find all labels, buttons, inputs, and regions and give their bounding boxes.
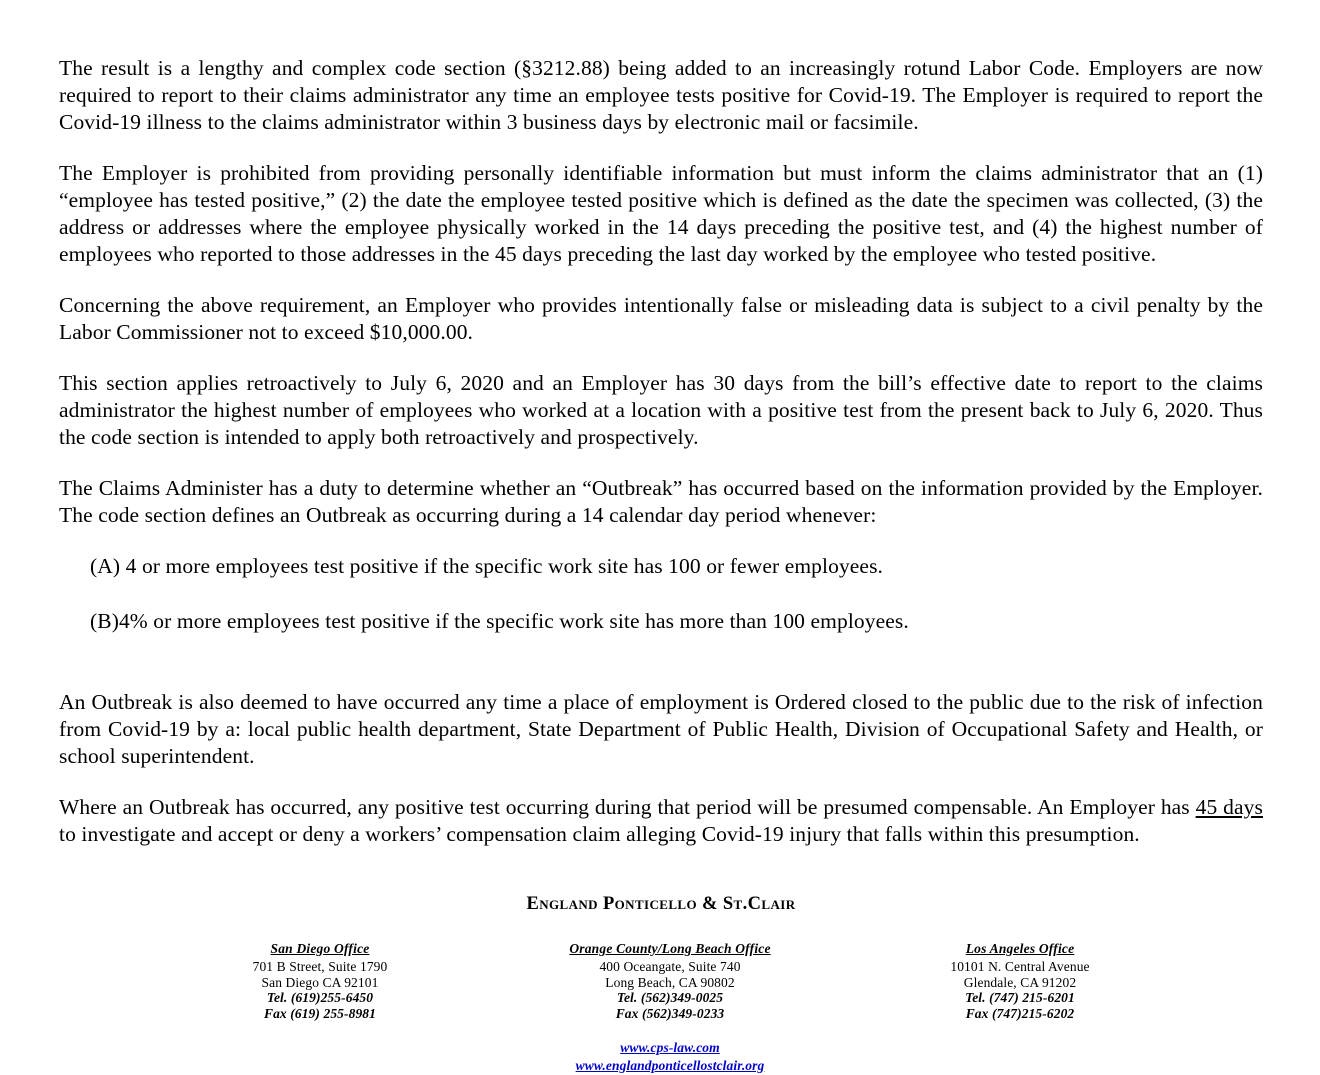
paragraph-7 — [59, 794, 1263, 848]
list-item: (B)4% or more employees test positive if the specific work site has more than 100 employees. — [90, 609, 909, 633]
office-fax: Fax (562)349-0233 — [615, 1005, 725, 1021]
underlined-term-45-days: 45 days — [1195, 795, 1263, 819]
office-fax: Fax (747)215-6202 — [965, 1005, 1075, 1021]
office-fax: Fax (619) 255-8981 — [263, 1005, 377, 1021]
office-city: San Diego CA 92101 — [261, 974, 379, 990]
office-street: 400 Oceangate, Suite 740 — [599, 959, 741, 974]
office-title: Orange County/Long Beach Office — [569, 941, 771, 956]
paragraph-6: An Outbreak is also deemed to have occurred any time a place of employment is Ordered closed to the public due to the risk of infection from Covid-19 by a: local public health department, State Department of Public Health, Division of Occupational Safety and Health, or school superintendent. — [59, 690, 1263, 768]
office-telephone: Tel. (747) 215-6201 — [965, 990, 1075, 1005]
paragraph-1: The result is a lengthy and complex code section (§3212.88) being added to an increasingly rotund Labor Code. Employers are now required to report to their claims administrator any time an employee tests positive for Covid-19. The Employer is required to report the Covid-19 illness to the claims administrator within 3 business days by electronic mail or facsimile. — [59, 56, 1263, 134]
outbreak-definition-list — [59, 553, 1263, 635]
office-telephone: Tel. (619)255-6450 — [266, 990, 374, 1005]
office-block-orange-county-long-beach — [545, 941, 795, 1021]
office-city: Glendale, CA 91202 — [963, 974, 1077, 990]
office-title: Los Angeles Office — [965, 941, 1075, 956]
final-paragraph-lead: Where an Outbreak has occurred, any positive test occurring during that period will be presumed compensable. An Employer has — [59, 795, 1196, 819]
list-item: (A) 4 or more employees test positive if the specific work site has 100 or fewer employees. — [90, 554, 884, 578]
link-cps-law[interactable]: www.cps-law.com — [620, 1040, 720, 1055]
paragraph-5: The Claims Administer has a duty to determine whether an “Outbreak” has occurred based on the information provided by the Employer. The code section defines an Outbreak as occurring during a 14 calendar day period whenever: — [59, 476, 1263, 527]
paragraph-3: Concerning the above requirement, an Employer who provides intentionally false or misleading data is subject to a civil penalty by the Labor Commissioner not to exceed $10,000.00. — [59, 293, 1263, 344]
office-street: 10101 N. Central Avenue — [950, 959, 1090, 974]
paragraph-4: This section applies retroactively to July 6, 2020 and an Employer has 30 days from the bill’s effective date to report to the claims administrator the highest number of employees who worked at a location with a positive test from the present back to July 6, 2020. Thus the code section is intended to apply both retroactively and prospectively. — [59, 371, 1263, 449]
document-body — [59, 55, 1263, 848]
spacer — [59, 663, 1263, 689]
office-block-san-diego — [195, 941, 445, 1021]
link-englandponticellostclair[interactable]: www.englandponticellostclair.org — [575, 1058, 765, 1073]
office-block-los-angeles — [895, 941, 1145, 1021]
document-footer — [59, 894, 1263, 1075]
office-street: 701 B Street, Suite 1790 — [252, 959, 388, 974]
firm-name: England Ponticello & St.Clair — [526, 894, 796, 914]
website-links — [59, 1039, 1263, 1075]
paragraph-2: The Employer is prohibited from providing personally identifiable information but must inform the claims administrator that an (1) “employee has tested positive,” (2) the date the employee tested positive which is defined as the date the specimen was collected, (3) the address or addresses where the employee physically worked in the 14 days preceding the positive test, and (4) the highest number of employees who reported to those addresses in the 45 days preceding the last day worked by the employee who tested positive. — [59, 161, 1263, 266]
office-city: Long Beach, CA 90802 — [605, 974, 735, 990]
office-title: San Diego Office — [270, 941, 370, 956]
office-telephone: Tel. (562)349-0025 — [616, 990, 724, 1005]
office-list — [59, 941, 1263, 1021]
final-paragraph-tail: to investigate and accept or deny a workers’ compensation claim alleging Covid-19 injury that falls within this presumption. — [59, 822, 1140, 846]
